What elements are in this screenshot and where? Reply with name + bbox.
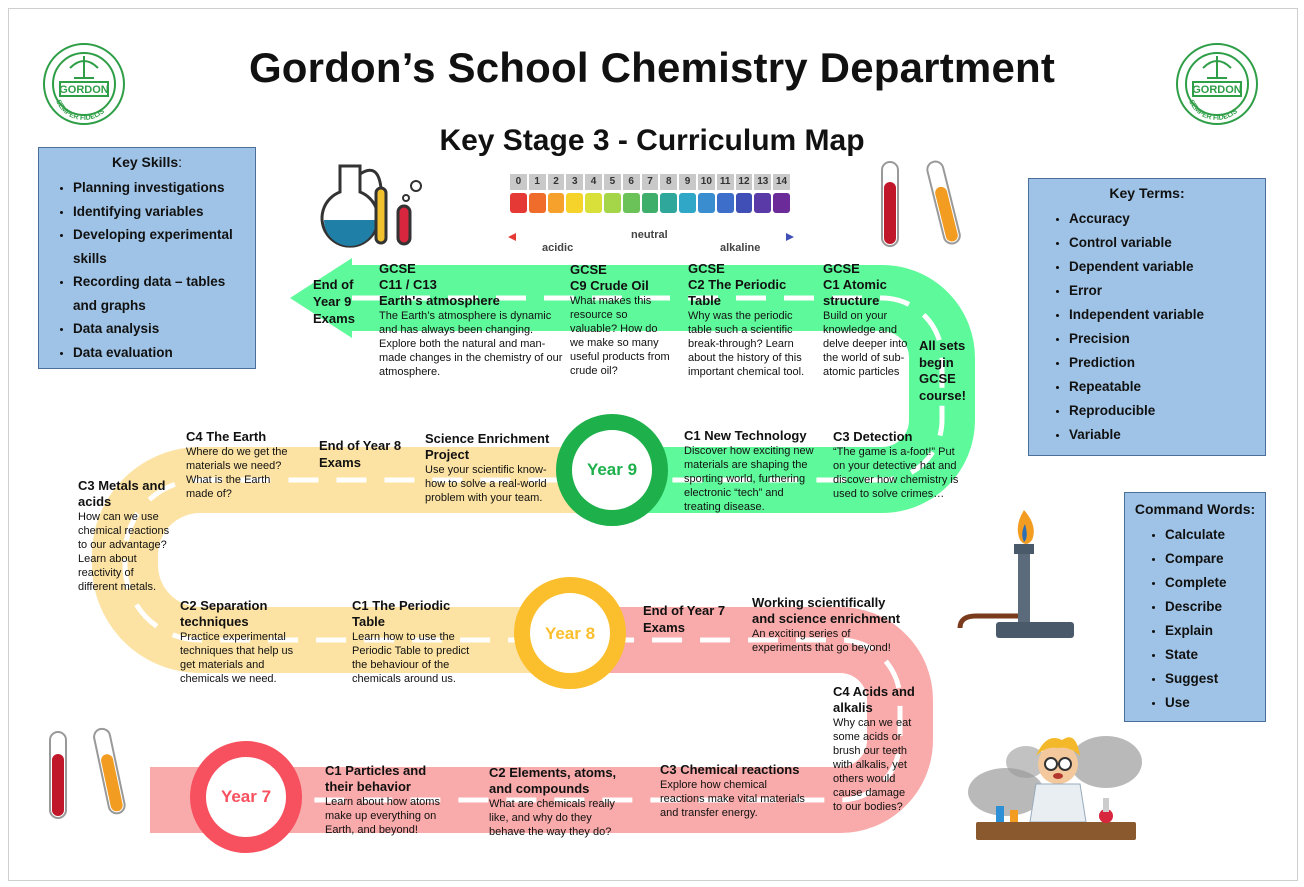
topic-title: Working scientifically and science enrichment: [752, 595, 901, 626]
topic-description: Practice experimental techniques that help us get materials and chemicals we need.: [180, 631, 294, 685]
ph-acidic-label: acidic: [542, 242, 574, 254]
key-term-item: • Repeatable: [1069, 375, 1265, 399]
test-tubes-illustration-bottom: [46, 724, 136, 824]
topic-title: C1 New Technology: [684, 428, 807, 443]
flask-illustration: [318, 158, 428, 248]
ph-color-block: [698, 193, 715, 213]
key-terms-box: [1028, 178, 1266, 456]
command-word-item: • Explain: [1165, 619, 1265, 643]
end-of-year7-exams: End of Year 7 Exams: [643, 603, 726, 635]
topic-title: Science Enrichment Project: [425, 431, 550, 462]
topic-description: The Earth’s atmosphere is dynamic and has always been changing. Explore both the natural and man-made changes in the chemistry of our atmosphere.: [379, 310, 563, 378]
key-skills-heading-text: Key Skills: [111, 154, 179, 170]
topic-gcse-c11-c13: [379, 261, 565, 379]
topic-title: C3 Detection: [833, 429, 913, 444]
topic-c3-chemical-reactions: [660, 762, 808, 820]
end-of-year9-exams: End of Year 9 Exams: [313, 277, 355, 326]
ph-number: 14: [773, 174, 790, 190]
key-skills-heading-colon: :: [178, 154, 183, 170]
topic-c2-separation-techniques: [180, 598, 302, 686]
topic-title: C4 The Earth: [186, 429, 267, 444]
year9-label: Year 9: [586, 460, 638, 479]
topic-c1-new-technology: [684, 428, 816, 514]
topic-science-enrichment-project: [425, 431, 557, 505]
topic-description: Use your scientific know-how to solve a real-world problem with your team.: [425, 464, 547, 504]
topic-c3-metals-and-acids: [78, 478, 174, 594]
topic-title: C3 Chemical reactions: [660, 762, 800, 777]
topic-description: “The game is a-foot!” Put on your detective hat and discover how chemistry is used to solve crimes…: [833, 446, 959, 500]
ph-alkaline-label: alkaline: [720, 242, 761, 254]
key-term-item: • Variable: [1069, 423, 1265, 447]
topic-title: C1 The Periodic Table: [352, 598, 451, 629]
ph-neutral-label: neutral: [628, 229, 671, 241]
topic-title: C1 Particles and their behavior: [325, 763, 427, 794]
ph-number: 13: [754, 174, 771, 190]
logo-text: GORDON: [59, 84, 109, 96]
ph-color-block: [717, 193, 734, 213]
ph-number: 12: [736, 174, 753, 190]
key-skill-item: • Recording data – tables and graphs: [73, 270, 249, 317]
key-term-item: • Control variable: [1069, 231, 1265, 255]
ph-number: 3: [566, 174, 583, 190]
key-skill-item: • Developing experimental skills: [73, 223, 249, 270]
topic-description: Why was the periodic table such a scientific break-through? Learn about the history of this important chemical tool.: [688, 310, 805, 378]
ph-scale: [510, 174, 790, 218]
ph-number: 10: [698, 174, 715, 190]
command-word-item: • State: [1165, 643, 1265, 667]
ph-color-block: [548, 193, 565, 213]
command-word-item: • Compare: [1165, 547, 1265, 571]
topic-tag: GCSE: [688, 261, 725, 276]
ph-number: 5: [604, 174, 621, 190]
key-skill-item: • Data analysis: [73, 317, 249, 341]
key-terms-heading: Key Terms:: [1109, 185, 1185, 201]
ph-color-block: [679, 193, 696, 213]
key-term-item: • Reproducible: [1069, 399, 1265, 423]
key-skills-list: [39, 176, 255, 364]
ph-number: 8: [660, 174, 677, 190]
ph-color-block: [529, 193, 546, 213]
topic-description: An exciting series of experiments that go beyond!: [752, 628, 891, 654]
topic-description: Learn about how atoms make up everything on Earth, and beyond!: [325, 796, 440, 836]
topic-description: Build on your knowledge and delve deeper into the world of sub-atomic particles: [823, 310, 908, 378]
topic-c1-particles: [325, 763, 447, 837]
ph-number: 6: [623, 174, 640, 190]
page-subtitle: Key Stage 3 - Curriculum Map: [439, 124, 865, 157]
key-terms-list: [1029, 207, 1265, 447]
key-term-item: • Accuracy: [1069, 207, 1265, 231]
ph-color-block: [754, 193, 771, 213]
scientist-illustration: [966, 722, 1146, 850]
topic-description: Why can we eat some acids or brush our teeth with alkalis, yet others would cause damage to our bodies?: [833, 717, 912, 813]
ph-number: 9: [679, 174, 696, 190]
topic-c4-the-earth: [186, 429, 298, 501]
topic-tag: GCSE: [379, 261, 416, 276]
command-words-box: [1124, 492, 1266, 722]
logo-motto: SEMPER FIDELIS: [54, 98, 106, 123]
topic-title: C11 / C13: [379, 277, 437, 292]
ph-color-block: [604, 193, 621, 213]
topic-description: What makes this resource so valuable? How do we make so many useful products from crude oil?: [570, 295, 670, 377]
ph-scale-numbers: [510, 174, 790, 190]
topic-description: What are chemicals really like, and why do they behave the way they do?: [489, 798, 615, 838]
command-word-item: • Calculate: [1165, 523, 1265, 547]
ph-number: 1: [529, 174, 546, 190]
year8-label: Year 8: [544, 624, 596, 643]
ph-color-block: [773, 193, 790, 213]
topic-gcse-c2-periodic-table: [688, 261, 812, 379]
topic-c3-detection: [833, 429, 967, 501]
topic-title: C9 Crude Oil: [570, 278, 649, 293]
topic-description: Discover how exciting new materials are shaping the sporting world, furthering electronic “tech” and treating disease.: [684, 445, 814, 513]
key-skill-item: • Data evaluation: [73, 341, 249, 365]
ph-color-block: [585, 193, 602, 213]
topic-title: C1 Atomic structure: [823, 277, 887, 308]
topic-description: How can we use chemical reactions to our advantage? Learn about reactivity of different metals.: [78, 511, 170, 593]
logo-motto: SEMPER FIDELIS: [1187, 98, 1239, 123]
ph-scale-colors: [510, 193, 790, 213]
key-skill-item: • Identifying variables: [73, 200, 249, 224]
command-word-item: • Suggest: [1165, 667, 1265, 691]
topic-title: C2 Elements, atoms, and compounds: [489, 765, 617, 796]
topic-c1-the-periodic-table: [352, 598, 480, 686]
ph-number: 4: [585, 174, 602, 190]
key-skill-item: • Planning investigations: [73, 176, 249, 200]
ph-color-block: [566, 193, 583, 213]
ph-color-block: [642, 193, 659, 213]
topic-gcse-c1-atomic-structure: [823, 261, 915, 379]
key-skills-heading: [39, 154, 255, 170]
key-skills-box: [38, 147, 256, 369]
key-term-item: • Error: [1069, 279, 1265, 303]
ph-color-block: [510, 193, 527, 213]
command-word-item: • Use: [1165, 691, 1265, 715]
ph-number: 11: [717, 174, 734, 190]
command-words-heading: Command Words:: [1134, 501, 1256, 517]
topic-description: Where do we get the materials we need? What is the Earth made of?: [186, 446, 288, 500]
key-term-item: • Prediction: [1069, 351, 1265, 375]
topic-c2-elements-atoms-compounds: [489, 765, 625, 839]
key-term-item: • Dependent variable: [1069, 255, 1265, 279]
command-words-list: [1125, 523, 1265, 715]
end-of-year8-exams: End of Year 8 Exams: [319, 438, 402, 470]
command-word-item: • Complete: [1165, 571, 1265, 595]
topic-c4-acids-and-alkalis: [833, 684, 917, 814]
key-term-item: • Independent variable: [1069, 303, 1265, 327]
topic-description: Explore how chemical reactions make vital materials and transfer energy.: [660, 779, 805, 819]
test-tubes-illustration: [876, 154, 972, 250]
topic-tag: GCSE: [823, 261, 860, 276]
topic-title: C2 Separation techniques: [180, 598, 268, 629]
topic-tag: GCSE: [570, 262, 607, 277]
ph-number: 0: [510, 174, 527, 190]
topic-description: Learn how to use the Periodic Table to predict the behaviour of the chemicals around us.: [352, 631, 470, 685]
ph-color-block: [623, 193, 640, 213]
topic-title: C4 Acids and alkalis: [833, 684, 915, 715]
command-word-item: • Describe: [1165, 595, 1265, 619]
topic-title: C3 Metals and acids: [78, 478, 166, 509]
ph-color-block: [736, 193, 753, 213]
logo-text: GORDON: [1192, 84, 1242, 96]
topic-working-scientifically: [752, 595, 906, 655]
ph-color-block: [660, 193, 677, 213]
ph-number: 7: [642, 174, 659, 190]
bunsen-burner-illustration: [956, 504, 1076, 644]
all-sets-begin-gcse: All sets begin GCSE course!: [919, 338, 966, 403]
year7-label: Year 7: [220, 787, 272, 806]
topic-subtitle: Earth's atmosphere: [379, 293, 500, 308]
key-term-item: • Precision: [1069, 327, 1265, 351]
page-title: Gordon’s School Chemistry Department: [248, 44, 1056, 91]
topic-title: C2 The Periodic Table: [688, 277, 787, 308]
ph-number: 2: [548, 174, 565, 190]
topic-gcse-c9-crude-oil: [570, 262, 670, 378]
